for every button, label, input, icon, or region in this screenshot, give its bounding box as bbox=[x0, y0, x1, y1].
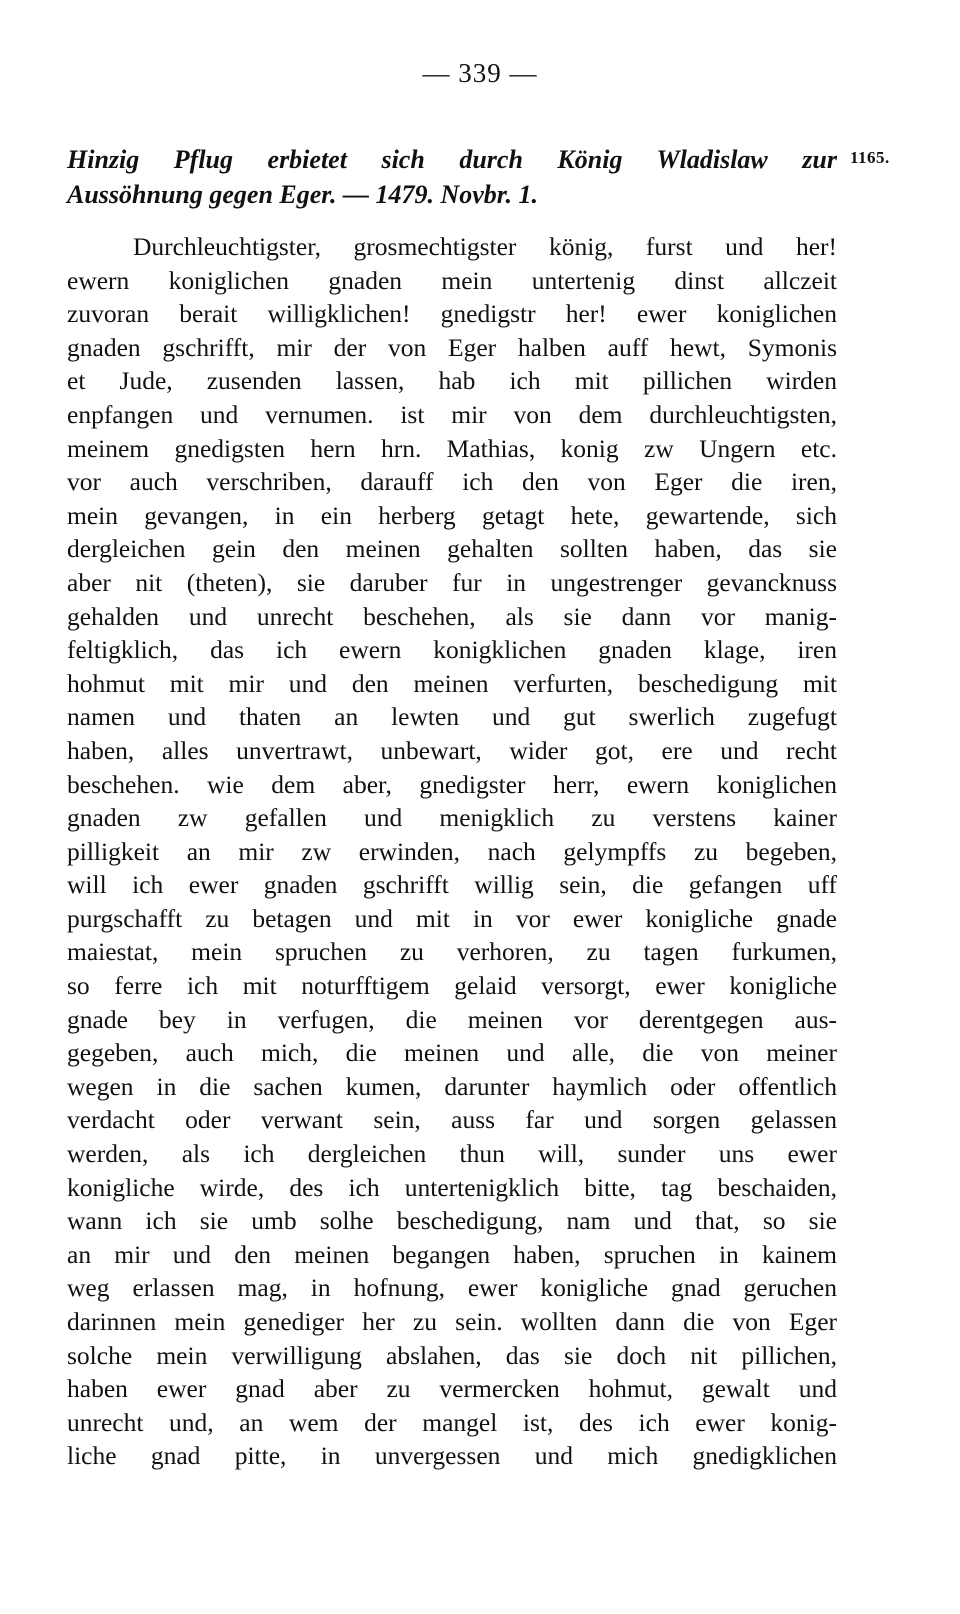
body-line: gnade bey in verfugen, die meinen vor derentgegen aus- bbox=[67, 1004, 837, 1034]
document-number: 1165. bbox=[850, 148, 890, 167]
body-line: vor auch verschriben, darauff ich den von Eger die iren, bbox=[67, 467, 837, 497]
body-line: gnaden zw gefallen und menigklich zu verstens kainer bbox=[67, 803, 837, 833]
body-line: dergleichen gein den meinen gehalten sollten haben, das sie bbox=[67, 534, 837, 564]
body-line: solche mein verwilligung abslahen, das sie doch nit pillichen, bbox=[67, 1340, 837, 1370]
body-line: maiestat, mein spruchen zu verhoren, zu tagen furkumen, bbox=[67, 937, 837, 967]
body-line: meinem gnedigsten hern hrn. Mathias, konig zw Ungern etc. bbox=[67, 433, 837, 463]
body-line: an mir und den meinen begangen haben, spruchen in kainem bbox=[67, 1239, 837, 1269]
heading-line-2: Aussöhnung gegen Eger. — 1479. Novbr. 1. bbox=[67, 180, 538, 209]
body-line: gehalden und unrecht beschehen, als sie dann vor manig- bbox=[67, 601, 837, 631]
body-line: so ferre ich mit noturfftigem gelaid versorgt, ewer konigliche bbox=[67, 971, 837, 1001]
body-line: weg erlassen mag, in hofnung, ewer konigliche gnad geruchen bbox=[67, 1273, 837, 1303]
page-number: — 339 — bbox=[422, 58, 538, 88]
body-line: gnaden gschrifft, mir der von Eger halben auff hewt, Symonis bbox=[67, 332, 837, 362]
body-line: zuvoran berait willigklichen! gnedigstr her! ewer koniglichen bbox=[67, 299, 837, 329]
body-line: purgschafft zu betagen und mit in vor ewer konigliche gnade bbox=[67, 903, 837, 933]
body-line: namen und thaten an lewten und gut swerlich zugefugt bbox=[67, 702, 837, 732]
body-line: verdacht oder verwant sein, auss far und sorgen gelassen bbox=[67, 1105, 837, 1135]
body-line: Durchleuchtigster, grosmechtigster könig, furst und her! bbox=[133, 232, 837, 261]
body-line: pilligkeit an mir zw erwinden, nach gelympffs zu begeben, bbox=[67, 836, 837, 866]
body-line: unrecht und, an wem der mangel ist, des ich ewer konig- bbox=[67, 1407, 837, 1437]
document-heading bbox=[67, 142, 847, 212]
document-body bbox=[67, 230, 837, 1473]
body-line: will ich ewer gnaden gschrifft willig sein, die gefangen uff bbox=[67, 870, 837, 900]
body-line: mein gevangen, in ein herberg getagt hete, gewartende, sich bbox=[67, 500, 837, 530]
body-line: gegeben, auch mich, die meinen und alle, die von meiner bbox=[67, 1038, 837, 1068]
body-line: wegen in die sachen kumen, darunter haymlich oder offentlich bbox=[67, 1071, 837, 1101]
body-line: feltigklich, das ich ewern konigklichen gnaden klage, iren bbox=[67, 635, 837, 665]
body-line: darinnen mein genediger her zu sein. wollten dann die von Eger bbox=[67, 1307, 837, 1336]
body-line: konigliche wirde, des ich untertenigklich bitte, tag beschaiden, bbox=[67, 1172, 837, 1202]
body-line: wann ich sie umb solhe beschedigung, nam und that, so sie bbox=[67, 1206, 837, 1236]
body-line: aber nit (theten), sie daruber fur in ungestrenger gevancknuss bbox=[67, 567, 837, 597]
body-line: ewern koniglichen gnaden mein untertenig dinst allczeit bbox=[67, 265, 837, 295]
body-line: haben, alles unvertrawt, unbewart, wider got, ere und recht bbox=[67, 735, 837, 765]
body-line: hohmut mit mir und den meinen verfurten, beschedigung mit bbox=[67, 668, 837, 698]
body-line: enpfangen und vernumen. ist mir von dem durchleuchtigsten, bbox=[67, 399, 837, 429]
body-line: et Jude, zusenden lassen, hab ich mit pillichen wirden bbox=[67, 366, 837, 396]
body-line: beschehen. wie dem aber, gnedigster herr, ewern koniglichen bbox=[67, 769, 837, 799]
body-line: liche gnad pitte, in unvergessen und mich gnedigklichen bbox=[67, 1441, 837, 1471]
body-line: werden, als ich dergleichen thun will, sunder uns ewer bbox=[67, 1139, 837, 1169]
body-line: haben ewer gnad aber zu vermercken hohmut, gewalt und bbox=[67, 1374, 837, 1404]
heading-line-1: Hinzig Pflug erbietet sich durch König Wladislaw zur bbox=[67, 145, 837, 174]
